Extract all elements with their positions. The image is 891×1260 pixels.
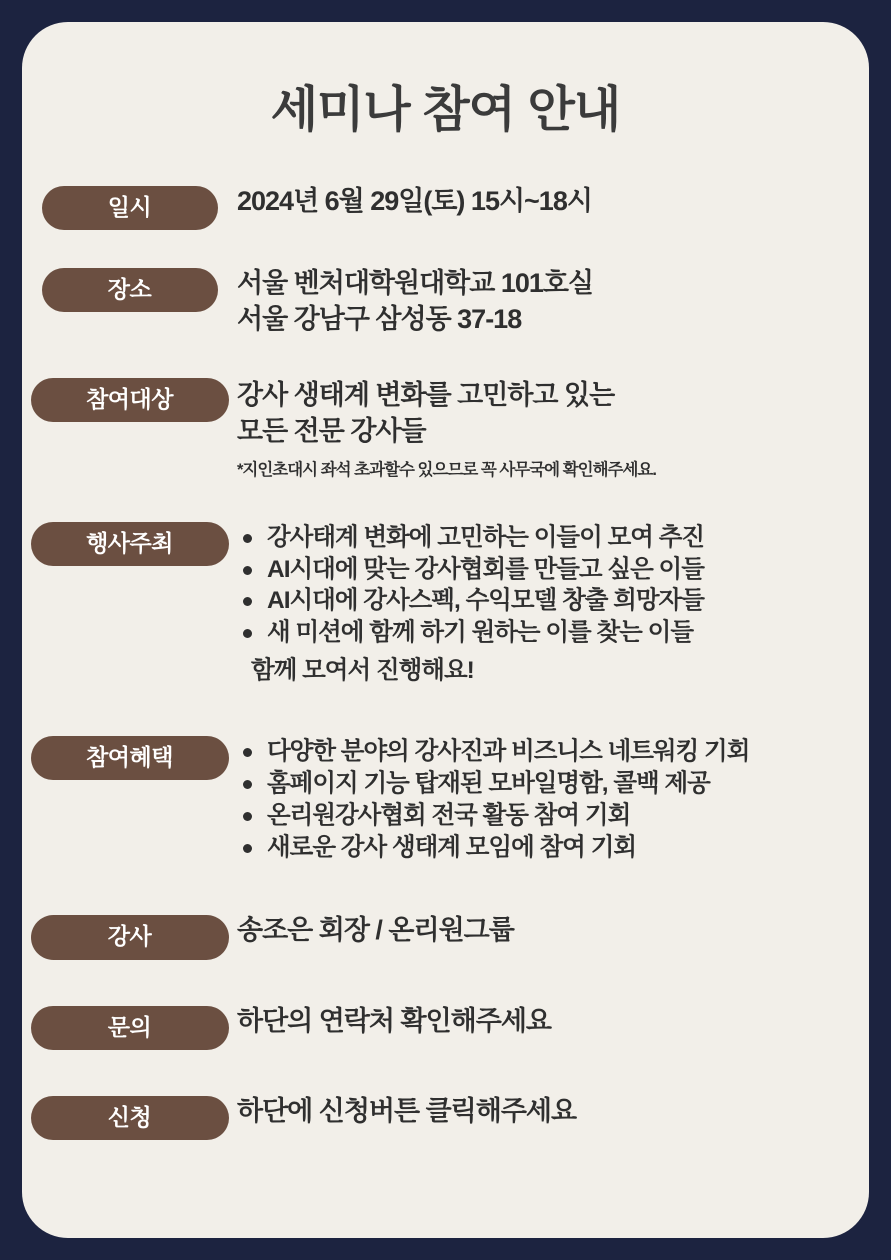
list-item: 새 미션에 함께 하기 원하는 이를 찾는 이들: [237, 617, 847, 649]
text-line: 하단에 신청버튼 클릭해주세요: [237, 1095, 577, 1126]
info-row-speaker: [22, 913, 869, 959]
page-title: 세미나 참여 안내: [270, 83, 621, 137]
label-cell-speaker: [22, 913, 237, 959]
label-cell-inquiry: [22, 1004, 237, 1050]
label-pill-host: 행사주최: [31, 522, 229, 566]
content-target: [237, 378, 869, 480]
list-item: AI시대에 강사스펙, 수익모델 창출 희망자들: [237, 585, 847, 617]
label-cell-benefit: [22, 736, 237, 780]
text-line: 서울 벤처대학원대학교 101호실: [237, 268, 594, 299]
label-pill-benefit: 참여혜택: [31, 736, 229, 780]
list-item: 온리원강사협회 전국 활동 참여 기회: [237, 800, 847, 832]
info-row-inquiry: [22, 1004, 869, 1050]
list-item: 새로운 강사 생태계 모임에 참여 기회: [237, 832, 847, 864]
info-row-target: [22, 378, 869, 480]
label-cell-apply: [22, 1094, 237, 1140]
text-line: 송조은 회장 / 온리원그룹: [237, 915, 514, 946]
list-item: 다양한 분야의 강사진과 비즈니스 네트워킹 기회: [237, 736, 847, 768]
label-pill-apply: 신청: [31, 1096, 229, 1140]
list-item: 강사태계 변화에 고민하는 이들이 모여 추진: [237, 522, 847, 554]
bullet-list-host: [237, 522, 847, 649]
label-pill-date: 일시: [42, 186, 218, 230]
content-apply: [237, 1094, 869, 1130]
text-line: 2024년 6월 29일(토) 15시~18시: [237, 185, 592, 216]
label-pill-inquiry: 문의: [31, 1006, 229, 1050]
info-row-date: [22, 184, 869, 230]
target-note: *지인초대시 좌석 초과할수 있으므로 꼭 사무국에 확인해주세요.: [237, 460, 656, 479]
label-pill-place: 장소: [42, 268, 218, 312]
text-line: 하단의 연락처 확인해주세요: [237, 1005, 551, 1036]
label-cell-host: [22, 522, 237, 566]
text-line: 모든 전문 강사들: [237, 415, 426, 446]
poster-card: [22, 22, 869, 1238]
list-item: 홈페이지 기능 탑재된 모바일명함, 콜백 제공: [237, 768, 847, 800]
text-line: 강사 생태계 변화를 고민하고 있는: [237, 379, 615, 410]
content-place: [237, 266, 869, 338]
content-speaker: [237, 913, 869, 949]
info-row-apply: [22, 1094, 869, 1140]
content-host: [237, 522, 869, 686]
label-pill-target: 참여대상: [31, 378, 229, 422]
info-row-benefit: [22, 736, 869, 863]
info-rows: [22, 184, 869, 1140]
list-item: AI시대에 맞는 강사협회를 만들고 싶은 이들: [237, 554, 847, 586]
text-line: 서울 강남구 삼성동 37-18: [237, 303, 522, 334]
info-row-host: [22, 522, 869, 686]
content-inquiry: [237, 1004, 869, 1040]
content-benefit: [237, 736, 869, 863]
label-cell-place: [22, 266, 237, 312]
label-cell-date: [22, 184, 237, 230]
label-cell-target: [22, 378, 237, 422]
content-date: [237, 184, 869, 220]
label-pill-speaker: 강사: [31, 915, 229, 959]
host-closing-text: 함께 모여서 진행해요!: [251, 657, 474, 685]
info-row-place: [22, 266, 869, 338]
bullet-list-benefit: [237, 736, 847, 863]
